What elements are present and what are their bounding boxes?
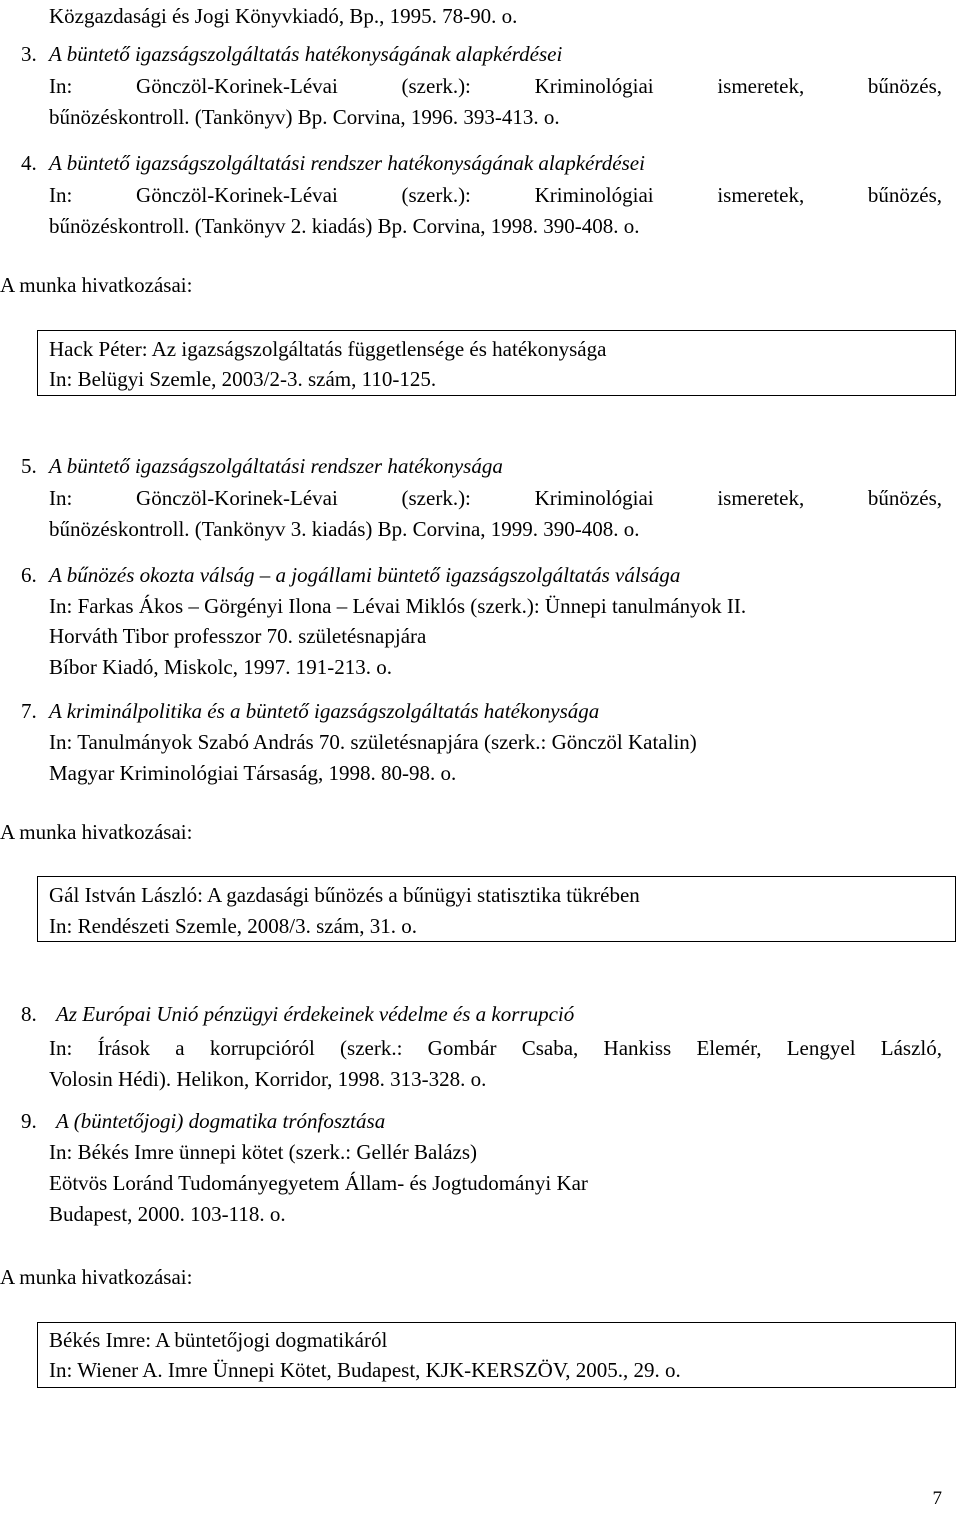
item-title: A bűnözés okozta válság – a jogállami büntető igazságszolgáltatás válsága — [49, 563, 681, 587]
continuation-line: Közgazdasági és Jogi Könyvkiadó, Bp., 1995. 78-90. o. — [49, 4, 518, 28]
item-title: Az Európai Unió pénzügyi érdekeinek védelme és a korrupció — [56, 1002, 575, 1026]
citation-box — [37, 876, 956, 942]
item-line: In: Tanulmányok Szabó András 70. születésnapjára (szerk.: Gönczöl Katalin) — [49, 730, 697, 754]
citations-label: A munka hivatkozásai: — [0, 273, 193, 297]
item-line: In: Gönczöl-Korinek-Lévai (szerk.): Kriminológiai ismeretek, bűnözés, — [49, 74, 942, 98]
item-title: A büntető igazságszolgáltatás hatékonyságának alapkérdései — [49, 42, 563, 66]
citation-box — [37, 1322, 956, 1388]
item-number: 6. — [21, 563, 37, 587]
citation-line: In: Wiener A. Imre Ünnepi Kötet, Budapest, KJK-KERSZÖV, 2005., 29. o. — [49, 1358, 681, 1382]
item-number: 9. — [21, 1109, 37, 1133]
item-line: In: Gönczöl-Korinek-Lévai (szerk.): Kriminológiai ismeretek, bűnözés, — [49, 183, 942, 207]
item-line: In: Békés Imre ünnepi kötet (szerk.: Gellér Balázs) — [49, 1140, 478, 1164]
item-line: bűnözéskontroll. (Tankönyv 3. kiadás) Bp. Corvina, 1999. 390-408. o. — [49, 517, 640, 541]
item-line: In: Farkas Ákos – Görgényi Ilona – Lévai Miklós (szerk.): Ünnepi tanulmányok II. — [49, 594, 747, 618]
item-title: A kriminálpolitika és a büntető igazságszolgáltatás hatékonysága — [49, 699, 600, 723]
item-line: In: Gönczöl-Korinek-Lévai (szerk.): Kriminológiai ismeretek, bűnözés, — [49, 486, 942, 510]
citation-box — [37, 330, 956, 396]
item-number: 4. — [21, 151, 37, 175]
item-line: Bíbor Kiadó, Miskolc, 1997. 191-213. o. — [49, 655, 392, 679]
item-line: Eötvös Loránd Tudományegyetem Állam- és Jogtudományi Kar — [49, 1171, 588, 1195]
item-number: 7. — [21, 699, 37, 723]
item-number: 8. — [21, 1002, 37, 1026]
item-line: Horváth Tibor professzor 70. születésnapjára — [49, 624, 427, 648]
item-line: In: Írások a korrupcióról (szerk.: Gombár Csaba, Hankiss Elemér, Lengyel László, — [49, 1036, 942, 1060]
citation-line: In: Belügyi Szemle, 2003/2-3. szám, 110-125. — [49, 367, 437, 391]
item-line: bűnözéskontroll. (Tankönyv 2. kiadás) Bp. Corvina, 1998. 390-408. o. — [49, 214, 640, 238]
item-number: 5. — [21, 454, 37, 478]
item-line: Volosin Hédi). Helikon, Korridor, 1998. 313-328. o. — [49, 1067, 487, 1091]
item-line: bűnözéskontroll. (Tankönyv) Bp. Corvina, 1996. 393-413. o. — [49, 105, 560, 129]
citations-label: A munka hivatkozásai: — [0, 1265, 193, 1289]
item-number: 3. — [21, 42, 37, 66]
item-line: Magyar Kriminológiai Társaság, 1998. 80-98. o. — [49, 761, 457, 785]
citation-line: In: Rendészeti Szemle, 2008/3. szám, 31. o. — [49, 914, 418, 938]
item-title: A büntető igazságszolgáltatási rendszer hatékonysága — [49, 454, 503, 478]
citation-line: Gál István László: A gazdasági bűnözés a bűnügyi statisztika tükrében — [49, 883, 640, 907]
item-title: A büntető igazságszolgáltatási rendszer hatékonyságának alapkérdései — [49, 151, 645, 175]
citation-line: Hack Péter: Az igazságszolgáltatás függetlensége és hatékonysága — [49, 337, 607, 361]
page-number: 7 — [932, 1488, 942, 1509]
item-line: Budapest, 2000. 103-118. o. — [49, 1202, 286, 1226]
citation-line: Békés Imre: A büntetőjogi dogmatikáról — [49, 1328, 388, 1352]
item-title: A (büntetőjogi) dogmatika trónfosztása — [56, 1109, 386, 1133]
citations-label: A munka hivatkozásai: — [0, 820, 193, 844]
